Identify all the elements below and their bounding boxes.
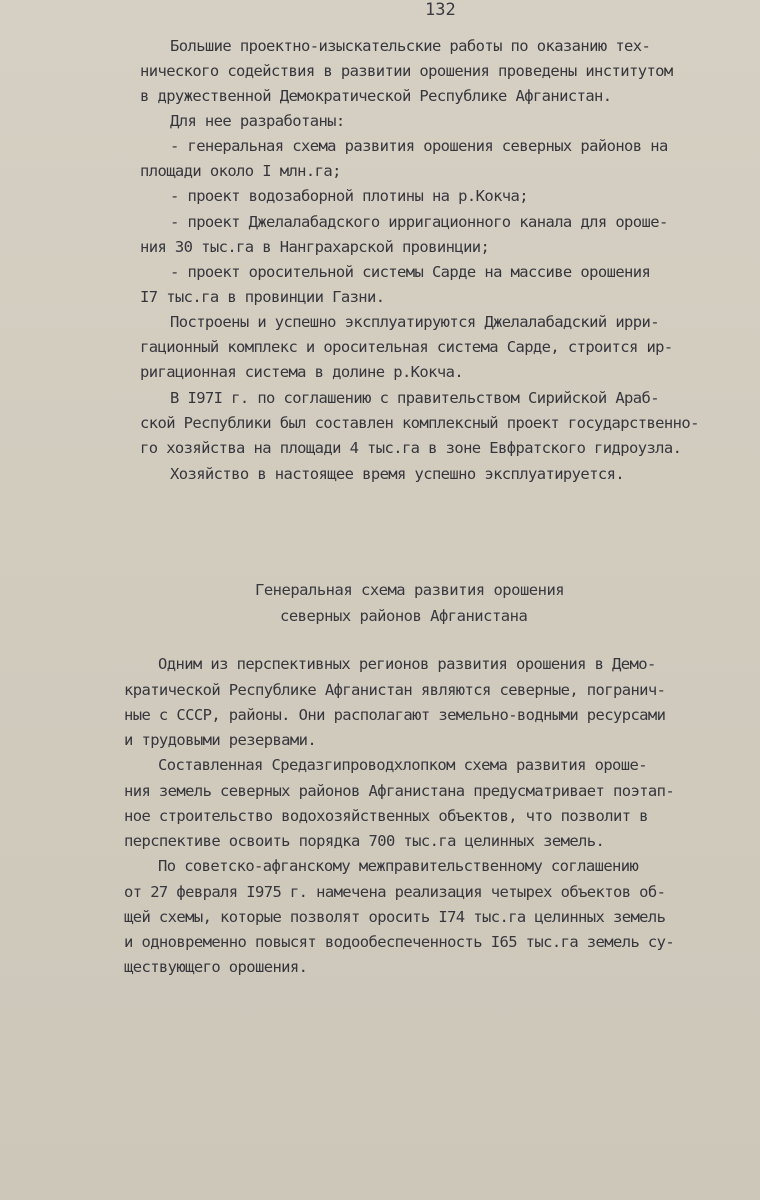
paragraph-line: перспективе освоить порядка 700 тыс.га целинных земель. <box>124 832 605 850</box>
paragraph-line: го хозяйства на площади 4 тыс.га в зоне Евфратского гидроузла. <box>140 439 682 457</box>
paragraph-line: и одновременно повысят водообеспеченность I65 тыс.га земель су- <box>124 933 675 951</box>
paragraph-line: Одним из перспективных регионов развития орошения в Демо- <box>158 655 656 673</box>
paragraph-line: ное строительство водохозяйственных объектов, что позволит в <box>124 807 648 825</box>
paragraph-line: Построены и успешно эксплуатируются Джелалабадский ирри- <box>170 313 659 331</box>
paragraph-line: По советско-афганскому межправительственному соглашению <box>158 857 639 875</box>
paragraph-line: кратической Республике Афганистан являются северные, погранич- <box>124 681 666 699</box>
paragraph-line: гационный комплекс и оросительная система Сарде, строится ир- <box>140 338 673 356</box>
paragraph-line: Составленная Средазгипроводхлопком схема развития ороше- <box>158 756 647 774</box>
paragraph-line: в дружественной Демократической Республике Афганистан. <box>140 87 612 105</box>
list-item-line: ния 30 тыс.га в Нанграхарской провинции; <box>140 238 490 256</box>
paragraph-line: ния земель северных районов Афганистана предусматривает поэтап- <box>124 782 675 800</box>
paragraph-line: ные с СССР, районы. Они располагают земельно-водными ресурсами <box>124 706 666 724</box>
paragraph-line: от 27 февраля I975 г. намечена реализация четырех объектов об- <box>124 883 666 901</box>
paragraph-line: Большие проектно-изыскательские работы по оказанию тех- <box>170 37 651 55</box>
list-item-line: площади около I млн.га; <box>140 162 341 180</box>
paragraph-line: щей схемы, которые позволят оросить I74 тыс.га целинных земель <box>124 908 666 926</box>
list-item-line: - проект Джелалабадского ирригационного канала для ороше- <box>170 213 668 231</box>
paragraph-line: ществующего орошения. <box>124 958 308 976</box>
paragraph-line: и трудовыми резервами. <box>124 731 317 749</box>
section-heading-line1: Генеральная схема развития орошения <box>255 581 565 599</box>
paragraph-line: ской Республики был составлен комплексный проект государственно- <box>140 414 699 432</box>
list-item-line: - проект оросительной системы Сарде на массиве орошения <box>170 263 651 281</box>
list-item-line: I7 тыс.га в провинции Газни. <box>140 288 385 306</box>
paragraph-line: Хозяйство в настоящее время успешно эксплуатируется. <box>170 465 625 483</box>
paragraph-line: Для нее разработаны: <box>170 112 345 130</box>
list-item-line: - генеральная схема развития орошения северных районов на <box>170 137 668 155</box>
paragraph-line: В I97I г. по соглашению с правительством Сирийской Араб- <box>170 389 659 407</box>
paragraph-line: ригационная система в долине р.Кокча. <box>140 363 464 381</box>
section-heading-line2: северных районов Афганистана <box>280 607 528 625</box>
list-item-line: - проект водозаборной плотины на р.Кокча; <box>170 187 529 205</box>
page-number: 132 <box>425 0 456 20</box>
paragraph-line: нического содействия в развитии орошения проведены институтом <box>140 62 673 80</box>
